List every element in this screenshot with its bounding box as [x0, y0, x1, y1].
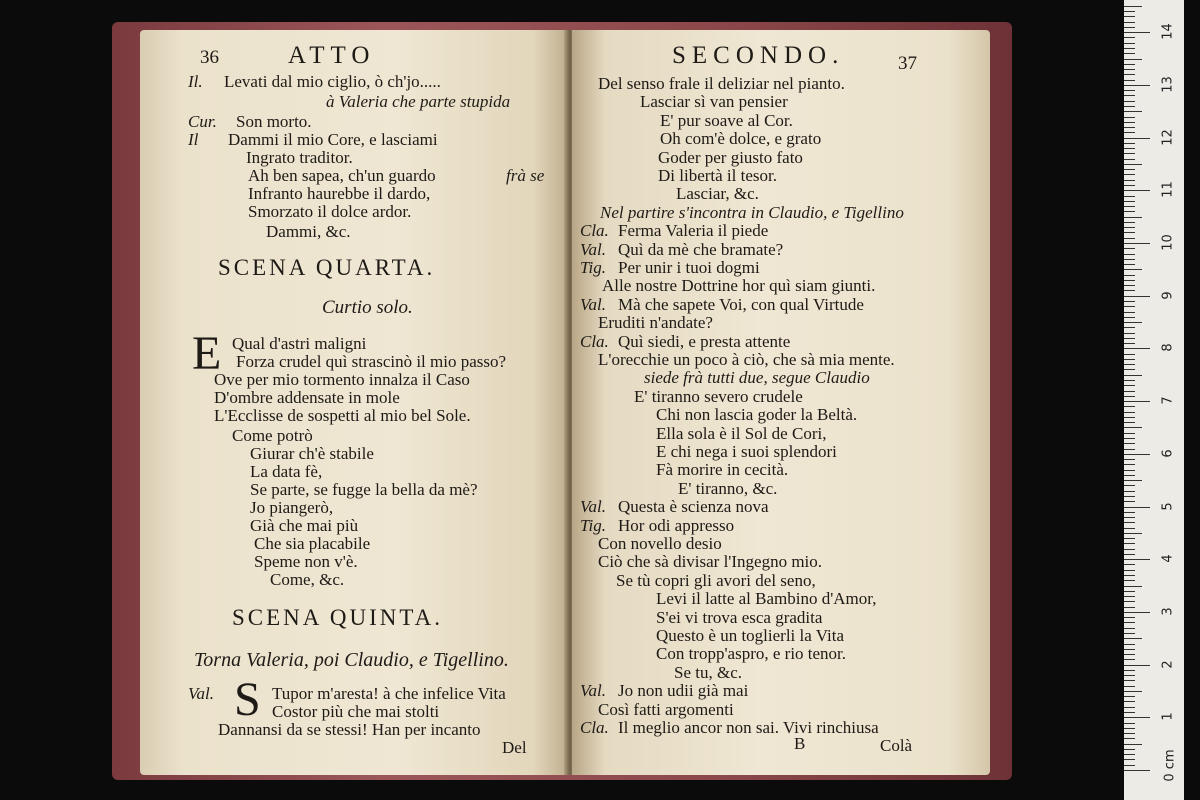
ruler-tick	[1124, 11, 1135, 12]
ruler-tick	[1124, 275, 1135, 276]
ruler-tick	[1124, 217, 1142, 218]
verse-line: L'Ecclisse de sospetti al mio bel Sole.	[214, 406, 471, 425]
ruler-label: 9	[1160, 291, 1176, 300]
ruler-label: 1	[1160, 712, 1176, 721]
ruler-tick	[1124, 586, 1142, 587]
ruler-tick	[1124, 322, 1142, 323]
ruler-tick	[1124, 196, 1135, 197]
ruler-unit: 0 cm	[1162, 749, 1178, 782]
ruler-tick	[1124, 491, 1135, 492]
verse-line: Fà morire in cecità.	[656, 460, 789, 480]
ruler-tick	[1124, 422, 1135, 423]
verse-line: Dammi, &c.	[266, 222, 351, 241]
ruler-tick	[1124, 522, 1135, 523]
ruler-tick	[1124, 701, 1135, 702]
verse-line: Eruditi n'andate?	[598, 313, 713, 333]
ruler-tick	[1124, 528, 1135, 529]
verse-line: Il meglio ancor non sai. Vivi rinchiusa	[618, 718, 879, 737]
ruler-tick	[1124, 369, 1135, 370]
ruler-tick	[1124, 327, 1135, 328]
verse-line: D'ombre addensate in mole	[214, 388, 400, 407]
ruler-tick	[1124, 27, 1135, 28]
verse-line: Alle nostre Dottrine hor quì siam giunti.	[602, 276, 876, 296]
ruler-tick	[1124, 749, 1135, 750]
ruler-tick	[1124, 728, 1135, 729]
ruler-tick	[1124, 6, 1142, 7]
ruler-tick	[1124, 680, 1135, 681]
running-head: ATTO	[288, 42, 376, 69]
right-page	[572, 30, 990, 775]
verse-line: Ah ben sapea, ch'un guardo	[248, 166, 436, 185]
ruler-tick	[1124, 37, 1135, 38]
verse-line: Hor odi appresso	[618, 515, 735, 535]
ruler-tick	[1124, 222, 1135, 223]
verse-line: Costor più che mai stolti	[272, 702, 440, 721]
ruler-tick	[1124, 148, 1135, 149]
ruler-tick	[1124, 22, 1135, 23]
speaker-label: Val.	[580, 497, 606, 517]
ruler-tick	[1124, 480, 1142, 481]
ruler-tick	[1124, 48, 1135, 49]
verse-line: Forza crudel quì strascinò il mio passo?	[236, 352, 507, 371]
verse-line: E chi nega i suoi splendori	[656, 442, 837, 461]
ruler-tick	[1124, 132, 1135, 133]
verse-line: Questo è un toglierli la Vita	[656, 626, 844, 645]
ruler-tick	[1124, 227, 1135, 228]
verse-line: Qual d'astri maligni	[232, 334, 367, 353]
ruler-tick	[1124, 438, 1135, 439]
ruler-tick	[1124, 206, 1135, 207]
verse-line: Ella sola è il Sol de Cori,	[656, 423, 827, 443]
speaker-label: Il	[188, 130, 199, 149]
verse-line: E' tiranno severo crudele	[634, 386, 803, 406]
ruler-tick	[1124, 59, 1142, 60]
scale-ruler	[1124, 0, 1184, 800]
verse-line: Jo piangerò,	[250, 498, 334, 517]
verse-line: Giurar ch'è stabile	[250, 444, 374, 463]
verse-line: Lasciar, &c.	[676, 184, 759, 204]
ruler-tick	[1124, 380, 1135, 381]
ruler-tick	[1124, 770, 1150, 771]
ruler-tick	[1124, 644, 1135, 645]
verse-line: Del senso frale il deliziar nel pianto.	[598, 74, 845, 93]
verse-line: Con tropp'aspro, e rio tenor.	[656, 644, 847, 664]
running-head: SECONDO.	[672, 42, 845, 69]
ruler-tick	[1124, 443, 1135, 444]
ruler-tick	[1124, 69, 1135, 70]
page-number: 37	[898, 53, 917, 74]
verse-line: Così fatti argomenti	[598, 699, 734, 719]
verse-line: S'ei vi trova esca gradita	[656, 607, 823, 627]
scene-subtitle: Torna Valeria, poi Claudio, e Tigellino.	[194, 649, 509, 671]
ruler-tick	[1124, 549, 1135, 550]
ruler-tick	[1124, 501, 1135, 502]
drop-cap: S	[234, 673, 261, 726]
ruler-tick	[1124, 649, 1135, 650]
verse-line: Infranto haurebbe il dardo,	[248, 184, 431, 203]
ruler-tick	[1124, 16, 1135, 17]
ruler-tick	[1124, 280, 1135, 281]
ruler-tick	[1124, 654, 1135, 655]
ruler-tick	[1124, 354, 1135, 355]
ruler-tick	[1124, 238, 1135, 239]
ruler-tick	[1124, 385, 1135, 386]
ruler-tick	[1124, 180, 1135, 181]
ruler-tick	[1124, 301, 1135, 302]
stage-direction: à Valeria che parte stupida	[326, 92, 511, 111]
ruler-tick	[1124, 43, 1135, 44]
speaker-label: Cur.	[188, 112, 217, 131]
ruler-tick	[1124, 90, 1135, 91]
ruler-tick	[1124, 696, 1135, 697]
stage-direction: Nel partire s'incontra in Claudio, e Tigellino	[600, 202, 904, 222]
ruler-tick	[1124, 570, 1135, 571]
speaker-label: Val.	[580, 239, 606, 259]
ruler-tick	[1124, 269, 1142, 270]
ruler-tick	[1124, 575, 1135, 576]
ruler-tick	[1124, 164, 1142, 165]
ruler-tick	[1124, 538, 1135, 539]
verse-line: Ove per mio tormento innalza il Caso	[214, 370, 470, 389]
speaker-label: Val.	[580, 681, 606, 701]
ruler-tick	[1124, 470, 1135, 471]
ruler-tick	[1124, 312, 1135, 313]
ruler-label: 4	[1160, 554, 1176, 563]
ruler-tick	[1124, 512, 1135, 513]
ruler-tick	[1124, 122, 1135, 123]
verse-line: Di libertà il tesor.	[658, 166, 777, 185]
ruler-label: 13	[1160, 76, 1176, 93]
ruler-tick	[1124, 406, 1135, 407]
ruler-tick	[1124, 427, 1142, 428]
ruler-label: 6	[1160, 449, 1176, 458]
ruler-tick	[1124, 543, 1135, 544]
verse-line: Come potrò	[232, 426, 313, 445]
speaker-label: Cla.	[580, 718, 609, 737]
speaker-label: Val.	[580, 294, 606, 314]
left-page	[140, 30, 568, 775]
ruler-tick	[1124, 117, 1135, 118]
ruler-tick	[1124, 232, 1135, 233]
ruler-tick	[1124, 153, 1135, 154]
verse-line: Levi il latte al Bambino d'Amor,	[656, 589, 877, 609]
ruler-tick	[1124, 454, 1150, 455]
verse-line: Speme non v'è.	[254, 552, 358, 571]
verse-line: Levati dal mio ciglio, ò ch'jo.....	[224, 72, 441, 91]
ruler-tick	[1124, 243, 1150, 244]
ruler-tick	[1124, 596, 1135, 597]
ruler-tick	[1124, 106, 1135, 107]
ruler-tick	[1124, 32, 1150, 33]
ruler-tick	[1124, 580, 1135, 581]
verse-line: Jo non udii già mai	[618, 681, 749, 701]
ruler-tick	[1124, 686, 1135, 687]
verse-line: Come, &c.	[270, 570, 345, 589]
ruler-tick	[1124, 507, 1150, 508]
verse-line: Lasciar sì van pensier	[640, 92, 788, 112]
ruler-tick	[1124, 733, 1135, 734]
ruler-tick	[1124, 665, 1150, 666]
ruler-label: 2	[1160, 659, 1176, 669]
ruler-label: 8	[1160, 343, 1176, 353]
ruler-tick	[1124, 111, 1142, 112]
margin-note: frà se	[506, 166, 545, 185]
ruler-label: 5	[1160, 501, 1176, 511]
ruler-tick	[1124, 459, 1135, 460]
ruler-tick	[1124, 533, 1142, 534]
ruler-tick	[1124, 348, 1150, 349]
speaker-label: Tig.	[580, 258, 606, 277]
page-number: 36	[200, 47, 219, 68]
ruler-tick	[1124, 211, 1135, 212]
verse-line: Se parte, se fugge la bella da mè?	[250, 480, 478, 499]
ruler-tick	[1124, 485, 1135, 486]
ruler-tick	[1124, 401, 1150, 402]
ruler-label: 14	[1160, 23, 1176, 40]
ruler-tick	[1124, 659, 1135, 660]
ruler-tick	[1124, 707, 1135, 708]
verse-line: Che sia placabile	[254, 534, 371, 553]
verse-line: Chi non lascia goder la Beltà.	[656, 405, 858, 425]
catchword: Del	[502, 738, 527, 757]
verse-line: L'orecchie un poco à ciò, che sà mia mente.	[598, 350, 895, 369]
verse-line: E' tiranno, &c.	[678, 478, 778, 498]
ruler-tick	[1124, 391, 1135, 392]
ruler-tick	[1124, 74, 1135, 75]
ruler-tick	[1124, 343, 1135, 344]
ruler-tick	[1124, 723, 1135, 724]
ruler-tick	[1124, 333, 1135, 334]
ruler-tick	[1124, 259, 1135, 260]
verse-line: Goder per giusto fato	[658, 147, 803, 167]
ruler-tick	[1124, 612, 1150, 613]
ruler-tick	[1124, 396, 1135, 397]
verse-line: Questa è scienza nova	[618, 497, 769, 517]
scene-title: SCENA QUARTA.	[218, 255, 436, 280]
verse-line: Se tu, &c.	[674, 662, 742, 682]
ruler-tick	[1124, 201, 1135, 202]
ruler-tick	[1124, 254, 1135, 255]
ruler-tick	[1124, 759, 1135, 760]
verse-line: Dammi il mio Core, e lasciami	[228, 130, 438, 149]
ruler-tick	[1124, 290, 1135, 291]
ruler-tick	[1124, 691, 1142, 692]
ruler-tick	[1124, 317, 1135, 318]
ruler-tick	[1124, 285, 1135, 286]
ruler-tick	[1124, 53, 1135, 54]
verse-line: Oh com'è dolce, e grato	[660, 129, 822, 149]
ruler-tick	[1124, 717, 1150, 718]
ruler-tick	[1124, 143, 1135, 144]
verse-line: La data fè,	[250, 462, 323, 481]
verse-line: Quì da mè che bramate?	[618, 239, 784, 259]
verse-line: Ciò che sà divisar l'Ingegno mio.	[598, 552, 823, 572]
ruler-tick	[1124, 591, 1135, 592]
ruler-tick	[1124, 601, 1135, 602]
ruler-tick	[1124, 264, 1135, 265]
ruler-tick	[1124, 628, 1135, 629]
verse-line: E' pur soave al Cor.	[660, 110, 793, 130]
ruler-tick	[1124, 417, 1135, 418]
ruler-tick	[1124, 364, 1135, 365]
ruler-tick	[1124, 754, 1135, 755]
ruler-tick	[1124, 85, 1150, 86]
verse-line: Ferma Valeria il piede	[618, 221, 769, 241]
ruler-tick	[1124, 670, 1135, 671]
verse-line: Quì siedi, e presta attente	[618, 331, 791, 351]
verse-line: Dannansi da se stessi! Han per incanto	[218, 720, 481, 739]
ruler-tick	[1124, 622, 1135, 623]
ruler-tick	[1124, 738, 1135, 739]
scene-title: SCENA QUINTA.	[232, 605, 443, 630]
speaker-label: Il.	[188, 72, 203, 91]
speaker-label: Tig.	[580, 515, 606, 535]
ruler-tick	[1124, 375, 1142, 376]
ruler-tick	[1124, 564, 1135, 565]
ruler-tick	[1124, 712, 1135, 713]
verse-line: Tupor m'aresta! à che infelice Vita	[272, 684, 506, 703]
ruler-tick	[1124, 475, 1135, 476]
verse-line: Per unir i tuoi dogmi	[618, 258, 760, 277]
verse-line: Smorzato il dolce ardor.	[248, 202, 412, 221]
catchword: Colà	[880, 736, 913, 755]
ruler-tick	[1124, 559, 1150, 560]
verse-line: Se tù copri gli avori del seno,	[616, 570, 816, 590]
ruler-tick	[1124, 306, 1135, 307]
speaker-label: Cla.	[580, 221, 609, 241]
verse-line: Ingrato traditor.	[246, 148, 353, 167]
verse-line: Mà che sapete Voi, con qual Virtude	[618, 294, 864, 314]
ruler-label: 10	[1160, 234, 1176, 251]
ruler-tick	[1124, 138, 1150, 139]
ruler-tick	[1124, 190, 1150, 191]
ruler-tick	[1124, 248, 1135, 249]
ruler-tick	[1124, 449, 1135, 450]
ruler-tick	[1124, 464, 1135, 465]
ruler-tick	[1124, 675, 1135, 676]
ruler-label: 7	[1160, 396, 1176, 405]
ruler-tick	[1124, 617, 1135, 618]
verse-line: Con novello desio	[598, 534, 722, 553]
ruler-tick	[1124, 517, 1135, 518]
ruler-tick	[1124, 64, 1135, 65]
drop-cap: E	[192, 327, 222, 380]
ruler-tick	[1124, 127, 1135, 128]
ruler-tick	[1124, 554, 1135, 555]
ruler-label: 12	[1160, 128, 1176, 146]
signature-mark: B	[794, 734, 806, 753]
verse-line: Son morto.	[236, 112, 312, 131]
ruler-tick	[1124, 607, 1135, 608]
ruler-tick	[1124, 433, 1135, 434]
ruler-tick	[1124, 185, 1135, 186]
ruler-label: 11	[1160, 181, 1176, 199]
ruler-label: 3	[1160, 607, 1176, 616]
ruler-tick	[1124, 412, 1135, 413]
ruler-tick	[1124, 95, 1135, 96]
ruler-tick	[1124, 633, 1135, 634]
ruler-tick	[1124, 169, 1135, 170]
ruler-tick	[1124, 744, 1142, 745]
ruler-tick	[1124, 765, 1135, 766]
scene-subtitle: Curtio solo.	[322, 297, 413, 318]
verse-line: Già che mai più	[250, 516, 359, 535]
ruler-tick	[1124, 296, 1150, 297]
ruler-tick	[1124, 174, 1135, 175]
speaker-label: Cla.	[580, 331, 609, 351]
speaker-label: Val.	[188, 684, 214, 703]
ruler-tick	[1124, 638, 1142, 639]
ruler-tick	[1124, 159, 1135, 160]
ruler-tick	[1124, 80, 1135, 81]
ruler-tick	[1124, 496, 1135, 497]
stage-direction: siede frà tutti due, segue Claudio	[644, 368, 870, 388]
ruler-tick	[1124, 338, 1135, 339]
ruler-tick	[1124, 359, 1135, 360]
ruler-tick	[1124, 101, 1135, 102]
